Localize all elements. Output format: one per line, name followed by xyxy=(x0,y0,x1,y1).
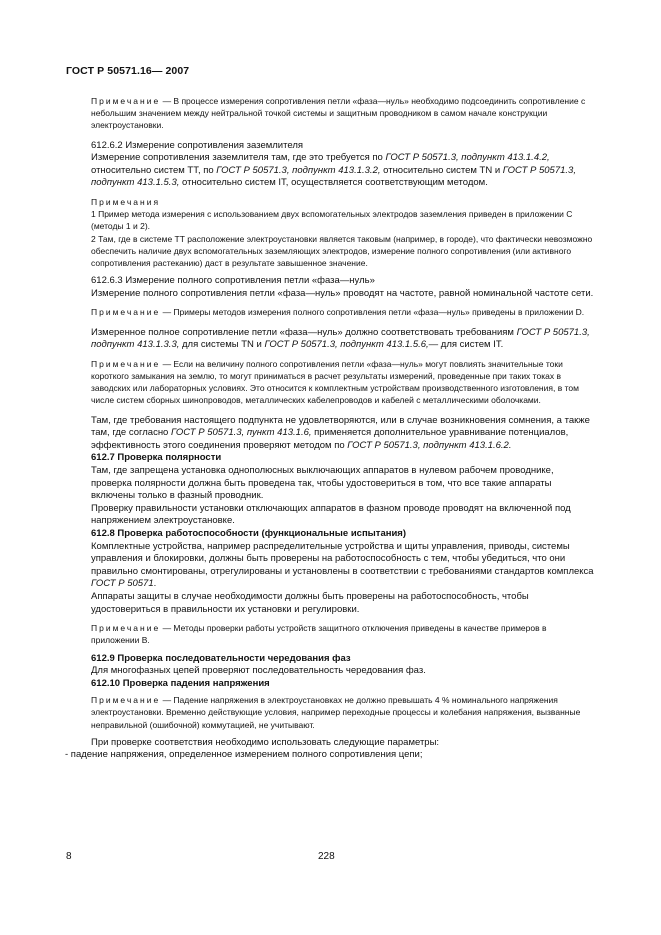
section-612-6-3-title: 612.6.3 Измерение полного сопротивления петли «фаза—нуль» xyxy=(91,275,375,287)
note-label: Примечание xyxy=(91,96,161,106)
section-612-6-2-title: 612.6.2 Измерение сопротивления заземлителя xyxy=(91,139,304,151)
note-4: Примечание — Если на величину полного сопротивления петли «фаза—нуль» могут повлиять значительные токи короткого замыкания на землю, то могут приниматься в расчет результаты измерений, проведенные при таких токах в заводских или лабораторных условиях. Это относится к комплектным устройствам производственного изготовления, в том числе систем сборных шинопроводов, металлических кабелепроводов и кабелей с металлическими оболочками. xyxy=(91,358,579,406)
document-header: ГОСТ Р 50571.16— 2007 xyxy=(66,65,190,77)
section-612-10-title: 612.10 Проверка падения напряжения xyxy=(91,677,270,689)
paragraph-7-item-1: - падение напряжения, определенное измерением полного сопротивления цепи; xyxy=(65,749,423,761)
section-612-7-title: 612.7 Проверка полярности xyxy=(91,452,222,464)
section-612-8-title: 612.8 Проверка работоспособности (функциональные испытания) xyxy=(91,527,407,539)
notes-2-item-1: 1 Пример метода измерения с использованием двух вспомогательных электродов заземления приведен в приложении С (методы 1 и 2). xyxy=(91,209,573,232)
page-number-center: 228 xyxy=(318,851,335,862)
section-612-6-3-text: Измерение полного сопротивления петли «фаза—нуль» проводят на частоте, равной номинальной частоте сети. xyxy=(91,287,594,299)
section-612-7-p1: Там, где запрещена установка однополюсных выключающих аппаратов в нулевом рабочем проводнике, проверка полярности должна быть проведена так, чтобы удостовериться в том, что все такие аппараты включены только в фазный проводник. xyxy=(91,464,554,502)
note-3: Примечание — Примеры методов измерения полного сопротивления петли «фаза—нуль» приведены в приложении D. xyxy=(91,307,585,318)
section-612-8-p2: Аппараты защиты в случае необходимости должны быть проверены на работоспособность, чтобы удостовериться в правильности их установки и регулировки. xyxy=(91,590,529,615)
paragraph-4: Измеренное полное сопротивление петли «фаза—нуль» должно соответствовать требованиям ГОСТ Р 50571.3, подпункт 413.1.3.3, для системы TN и ГОСТ Р 50571.3, подпункт 413.1.5.6,— для систем IT. xyxy=(91,326,590,351)
page-content xyxy=(65,95,597,762)
note-5: Примечание — Методы проверки работы устройств защитного отключения приведены в качестве примеров в приложении В. xyxy=(91,623,547,646)
section-612-8-p1: Комплектные устройства, например распределительные устройства и щиты управления, приводы, системы управления и блокировки, должны быть проверены на работоспособность с тем, чтобы убедиться, что они правильно смонтированы, отрегулированы и установлены в соответствии с требованиями стандартов комплекса ГОСТ Р 50571. xyxy=(91,540,594,590)
page-number-left: 8 xyxy=(66,851,72,862)
note-1: Примечание — В процессе измерения сопротивления петли «фаза—нуль» необходимо подсоединить сопротивление с небольшим значением между нейтральной точкой системы и защитным проводником в самом начале конструкции электроустановки. xyxy=(91,96,586,131)
notes-2-label: Примечания xyxy=(91,196,161,207)
paragraph-7: При проверке соответствия необходимо использовать следующие параметры: xyxy=(91,736,440,748)
section-612-9-text: Для многофазных цепей проверяют последовательность чередования фаз. xyxy=(91,665,426,677)
section-612-6-2-text: Измерение сопротивления заземлителя там, где это требуется по ГОСТ Р 50571.3, подпункт 413.1.4.2, относительно систем ТТ, по ГОСТ Р 50571.3, подпункт 413.1.3.2, относительно систем TN и ГОСТ Р 50571.3, подпункт 413.1.5.3, относительно систем IT, осуществляется соответствующим методом. xyxy=(91,152,576,189)
paragraph-5: Там, где требования настоящего подпункта не удовлетворяются, или в случае возникновения сомнения, а также там, где согласно ГОСТ Р 50571.3, пункт 413.1.6, применяется дополнительное уравнивание потенциалов, эффективность этого соединения проверяют методом по ГОСТ Р 50571.3, подпункт 413.1.6.2. xyxy=(91,414,590,451)
section-612-7-p2: Проверку правильности установки отключающих аппаратов в фазном проводе проводят на включенной под напряжением электроустановке. xyxy=(91,502,571,527)
note-6: Примечание — Падение напряжения в электроустановках не должно превышать 4 % номинального напряжения электроустановки. Временно действующие условия, например переходные процессы и колебания напряжения, вызванные неправильной (ошибочной) коммутацией, не учитывают. xyxy=(91,695,581,730)
notes-2-item-2: 2 Там, где в системе ТТ расположение электроустановки является таковым (например, в городе), что фактически невозможно обеспечить наличие двух вспомогательных заземляющих электродов, измерение полного сопротивления (или активного сопротивления растеканию) даст в результате завышенное значение. xyxy=(91,233,593,268)
section-612-9-title: 612.9 Проверка последовательности чередования фаз xyxy=(91,652,351,664)
